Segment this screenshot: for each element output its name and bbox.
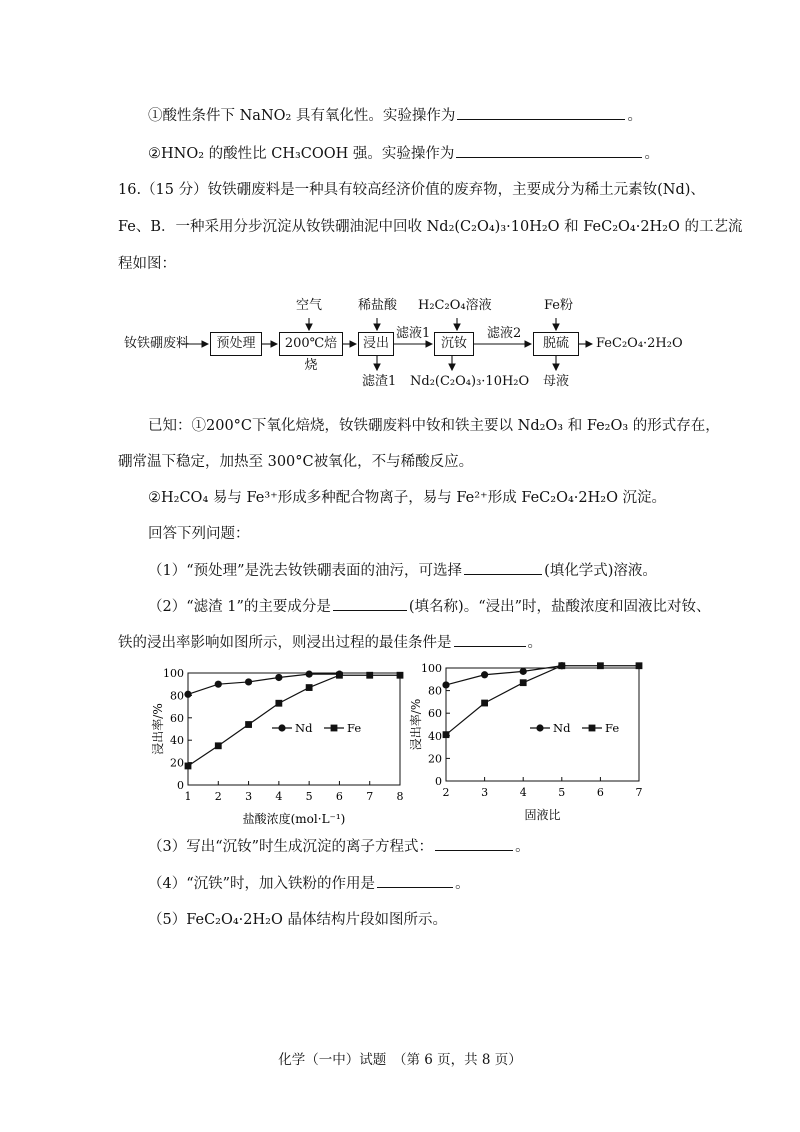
sub-question-4: （4）“沉铁”时，加入铁粉的作用是 。 [148, 873, 470, 894]
data-point-nd [520, 668, 527, 675]
residue1-label: 滤渣1 [362, 374, 397, 389]
x-tick-label: 4 [275, 790, 283, 803]
legend-marker [536, 724, 543, 731]
answer-blank[interactable] [435, 836, 513, 851]
filtrate2-label: 滤液2 [487, 326, 522, 341]
x-tick-label: 5 [558, 786, 566, 799]
y-tick-label: 40 [170, 734, 184, 748]
legend-label-nd: Nd [553, 721, 571, 735]
data-point-fe [443, 731, 450, 738]
data-point-nd [306, 671, 313, 678]
y-tick-label: 20 [428, 752, 442, 766]
known-line2: 硼常温下稳定，加热至 300°C被氧化，不与稀酸反应。 [118, 454, 474, 470]
sub-question-5: （5）FeC₂O₄·2H₂O 晶体结构片段如图所示。 [148, 912, 447, 928]
step-roasting: 200℃焙烧 [279, 332, 343, 356]
step-pretreatment: 预处理 [210, 332, 262, 356]
data-point-nd [442, 681, 449, 688]
y-tick-label: 40 [428, 729, 442, 743]
y-tick-label: 80 [428, 684, 442, 698]
legend-marker [331, 725, 338, 732]
x-tick-label: 1 [184, 790, 192, 803]
chart-2 [408, 662, 643, 822]
data-point-fe [275, 700, 282, 707]
legend-label-nd: Nd [295, 721, 313, 735]
x-tick-label: 2 [442, 786, 450, 799]
x-tick-label: 7 [635, 786, 643, 799]
data-point-nd [481, 671, 488, 678]
y-tick-label: 100 [163, 667, 184, 680]
q16-line1: 16.（15 分）钕铁硼废料是一种具有较高经济价值的废弃物，主要成分为稀土元素钕(Nd)、 [118, 182, 705, 198]
y-tick-label: 20 [170, 756, 184, 770]
step-leaching: 浸出 [358, 332, 394, 356]
x-tick-label: 6 [335, 790, 343, 803]
known-line1: 已知：①200°C下氧化焙烧，钕铁硼废料中钕和铁主要以 Nd₂O₃ 和 Fe₂O₃ 的形式存在， [148, 418, 720, 434]
x-tick-label: 3 [481, 786, 489, 799]
data-point-fe [215, 742, 222, 749]
legend-marker [589, 725, 596, 732]
sub-question-3: （3）写出“沉钕”时生成沉淀的离子方程式： 。 [148, 836, 530, 857]
fe-powder-input-label: Fe粉 [544, 298, 574, 313]
x-tick-label: 2 [214, 790, 222, 803]
y-tick-label: 0 [177, 779, 184, 792]
filtrate1-label: 滤液1 [396, 326, 431, 341]
answer-header: 回答下列问题： [148, 526, 250, 542]
x-tick-label: 3 [245, 790, 253, 803]
legend-label-fe: Fe [605, 721, 620, 735]
data-point-fe [185, 763, 192, 770]
y-tick-label: 0 [435, 775, 442, 788]
sub-question-2-line2: 铁的浸出率影响如图所示，则浸出过程的最佳条件是 。 [118, 632, 542, 653]
x-axis-label: 固液比 [524, 808, 561, 822]
fe-product-label: FeC₂O₄·2H₂O [596, 336, 683, 351]
chart-1 [150, 667, 404, 826]
x-axis-label: 盐酸浓度(mol·L⁻¹) [242, 812, 346, 826]
answer-blank[interactable] [377, 873, 453, 888]
q16-line3: 程如图： [118, 256, 176, 272]
x-tick-label: 5 [305, 790, 313, 803]
sub-question-1: （1）“预处理”是洗去钕铁硼表面的油污，可选择 (填化学式)溶液。 [148, 560, 657, 581]
legend-marker [278, 724, 285, 731]
data-point-fe [336, 672, 343, 679]
air-input-label: 空气 [296, 298, 323, 313]
mother-liquor-label: 母液 [543, 374, 570, 389]
data-point-fe [366, 672, 373, 679]
data-point-fe [306, 684, 313, 691]
step-desulfurization: 脱硫 [533, 332, 579, 356]
question-number: 16. [118, 182, 142, 198]
y-tick-label: 60 [428, 707, 442, 721]
known-line3: ②H₂CO₄ 易与 Fe³⁺形成多种配合物离子，易与 Fe²⁺形成 FeC₂O₄·2H₂O 沉淀。 [148, 490, 667, 506]
nd-product-label: Nd₂(C₂O₄)₃·10H₂O [410, 374, 530, 389]
raw-material-label: 钕铁硼废料 [124, 336, 190, 351]
intro-line-a: ①酸性条件下 NaNO₂ 具有氧化性。实验操作为 。 [148, 105, 642, 126]
x-tick-label: 8 [396, 790, 404, 803]
page-footer: 化学（一中）试题 （第 6 页，共 8 页） [278, 1052, 522, 1068]
data-point-fe [597, 662, 604, 669]
y-tick-label: 80 [170, 689, 184, 703]
data-point-nd [245, 678, 252, 685]
series-line-fe [188, 675, 400, 766]
data-point-fe [397, 672, 404, 679]
y-tick-label: 60 [170, 711, 184, 725]
data-point-fe [558, 662, 565, 669]
intro-line-b: ②HNO₂ 的酸性比 CH₃COOH 强。实验操作为 。 [148, 143, 659, 164]
x-tick-label: 4 [519, 786, 527, 799]
hcl-input-label: 稀盐酸 [358, 298, 398, 313]
x-tick-label: 7 [366, 790, 374, 803]
oxalic-input-label: H₂C₂O₄溶液 [418, 298, 492, 313]
y-tick-label: 100 [421, 662, 442, 675]
plot-frame [188, 673, 400, 785]
q16-line2: Fe、B．一种采用分步沉淀从钕铁硼油泥中回收 Nd₂(C₂O₄)₃·10H₂O 和 FeC₂O₄·2H₂O 的工艺流 [118, 219, 743, 235]
sub-question-2: （2）“滤渣 1”的主要成分是 (填名称)。“浸出”时，盐酸浓度和固液比对钕、 [148, 596, 711, 617]
data-point-nd [275, 674, 282, 681]
data-point-fe [481, 700, 488, 707]
step-nd-precipitation: 沉钕 [434, 332, 474, 356]
data-point-fe [245, 721, 252, 728]
data-point-nd [215, 681, 222, 688]
data-point-fe [636, 662, 643, 669]
series-line-nd [446, 666, 562, 685]
legend-label-fe: Fe [347, 721, 362, 735]
y-axis-label: 浸出率/% [151, 703, 165, 755]
data-point-nd [184, 691, 191, 698]
x-tick-label: 6 [596, 786, 604, 799]
data-point-fe [520, 679, 527, 686]
y-axis-label: 浸出率/% [409, 698, 423, 751]
